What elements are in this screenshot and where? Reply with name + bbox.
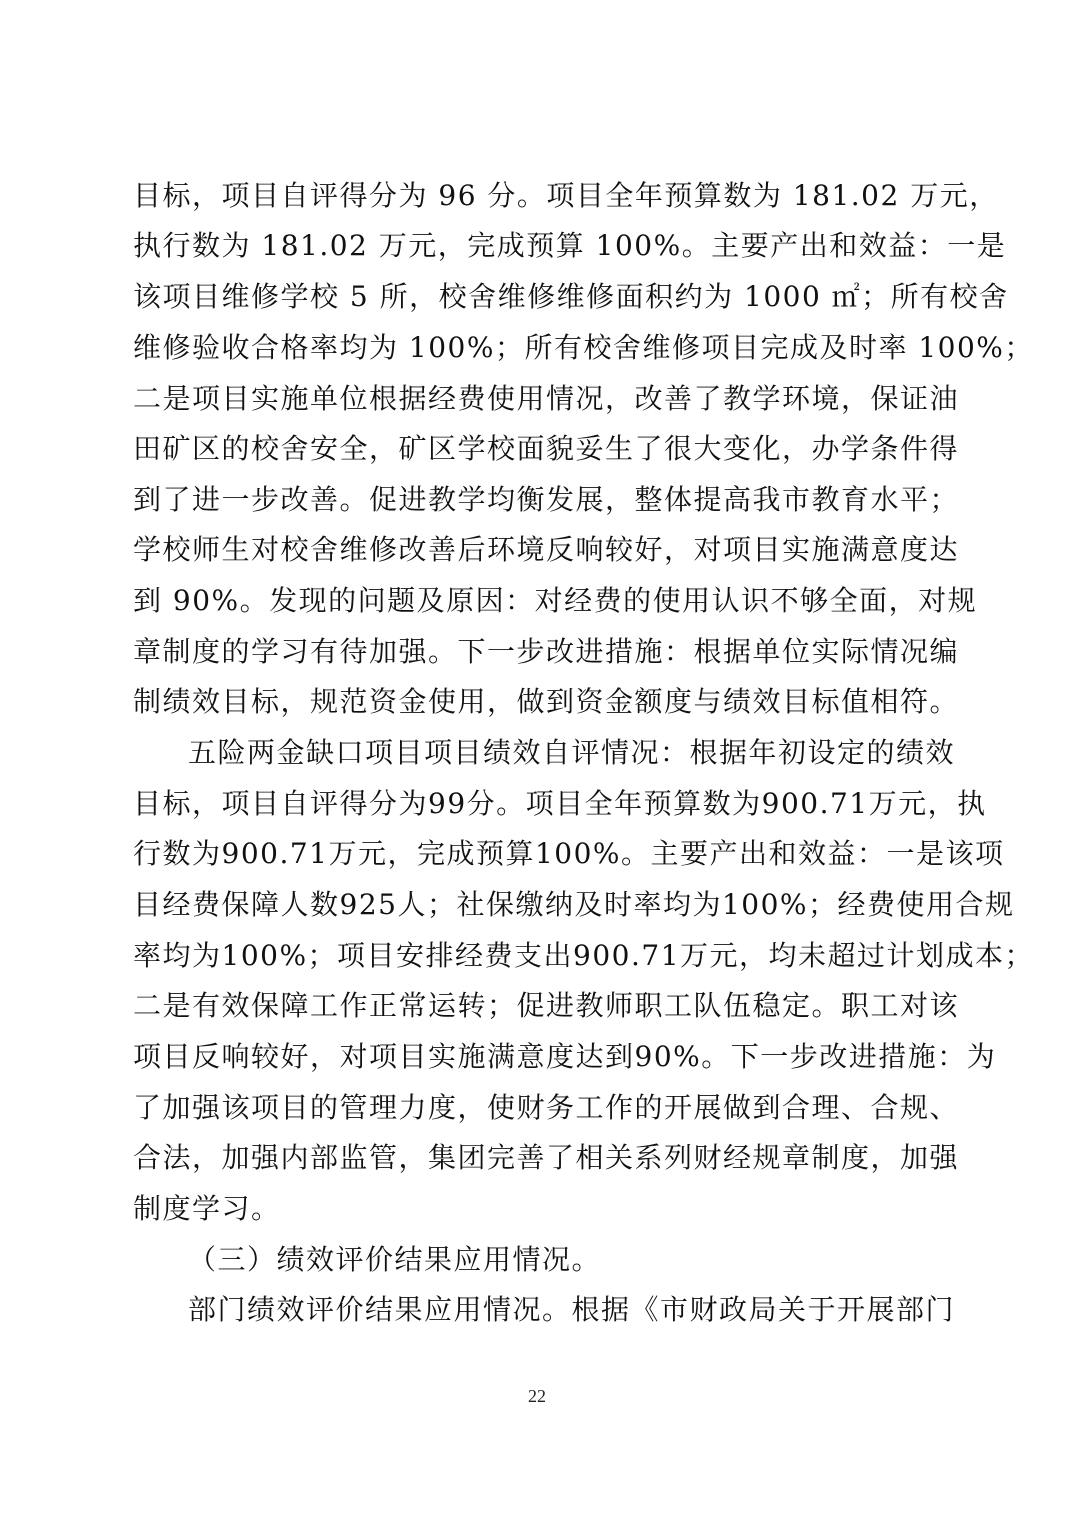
- paragraph-line: 合法，加强内部监管，集团完善了相关系列财经规章制度，加强: [133, 1141, 960, 1174]
- paragraph-line: 部门绩效评价结果应用情况。根据《市财政局关于开展部门: [188, 1293, 956, 1326]
- paragraph-line: 率均为100%；项目安排经费支出900.71万元，均未超过计划成本；: [133, 939, 1035, 972]
- page-number: 22: [528, 1386, 546, 1406]
- paragraph-line: 该项目维修学校 5 所，校舍维修维修面积约为 1000 ㎡；所有校舍: [133, 280, 1009, 313]
- paragraph-line: 章制度的学习有待加强。下一步改进措施：根据单位实际情况编: [133, 635, 960, 668]
- paragraph-line: 到 90%。发现的问题及原因：对经费的使用认识不够全面，对规: [133, 584, 978, 617]
- paragraph-line: 制绩效目标，规范资金使用，做到资金额度与绩效目标值相符。: [133, 685, 960, 718]
- paragraph-line: 二是有效保障工作正常运转；促进教师职工队伍稳定。职工对该: [133, 989, 960, 1022]
- paragraph-line: 到了进一步改善。促进教学均衡发展，整体提高我市教育水平；: [133, 483, 960, 516]
- paragraph-line: 制度学习。: [133, 1192, 281, 1225]
- section-heading: （三）绩效评价结果应用情况。: [188, 1243, 602, 1276]
- paragraph-line: 维修验收合格率均为 100%；所有校舍维修项目完成及时率 100%；: [133, 331, 1034, 364]
- paragraph-line: 目经费保障人数925人；社保缴纳及时率均为100%；经费使用合规: [133, 888, 1015, 921]
- paragraph-line: 目标，项目自评得分为 96 分。项目全年预算数为 181.02 万元，: [133, 179, 999, 212]
- paragraph-line: 二是项目实施单位根据经费使用情况，改善了教学环境，保证油: [133, 382, 960, 415]
- paragraph-line: 行数为900.71万元，完成预算100%。主要产出和效益：一是该项: [133, 837, 1005, 870]
- paragraph-line: 项目反响较好，对项目实施满意度达到90%。下一步改进措施：为: [133, 1040, 997, 1073]
- paragraph-line: 田矿区的校舍安全，矿区学校面貌妥生了很大变化，办学条件得: [133, 432, 960, 465]
- paragraph-line: 目标，项目自评得分为99分。项目全年预算数为900.71万元，执: [133, 787, 987, 820]
- paragraph-line: 五险两金缺口项目项目绩效自评情况：根据年初设定的绩效: [188, 736, 956, 769]
- paragraph-line: 执行数为 181.02 万元，完成预算 100%。主要产出和效益：一是: [133, 229, 1007, 262]
- paragraph-line: 了加强该项目的管理力度，使财务工作的开展做到合理、合规、: [133, 1091, 960, 1124]
- paragraph-line: 学校师生对校舍维修改善后环境反响较好，对项目实施满意度达: [133, 533, 960, 566]
